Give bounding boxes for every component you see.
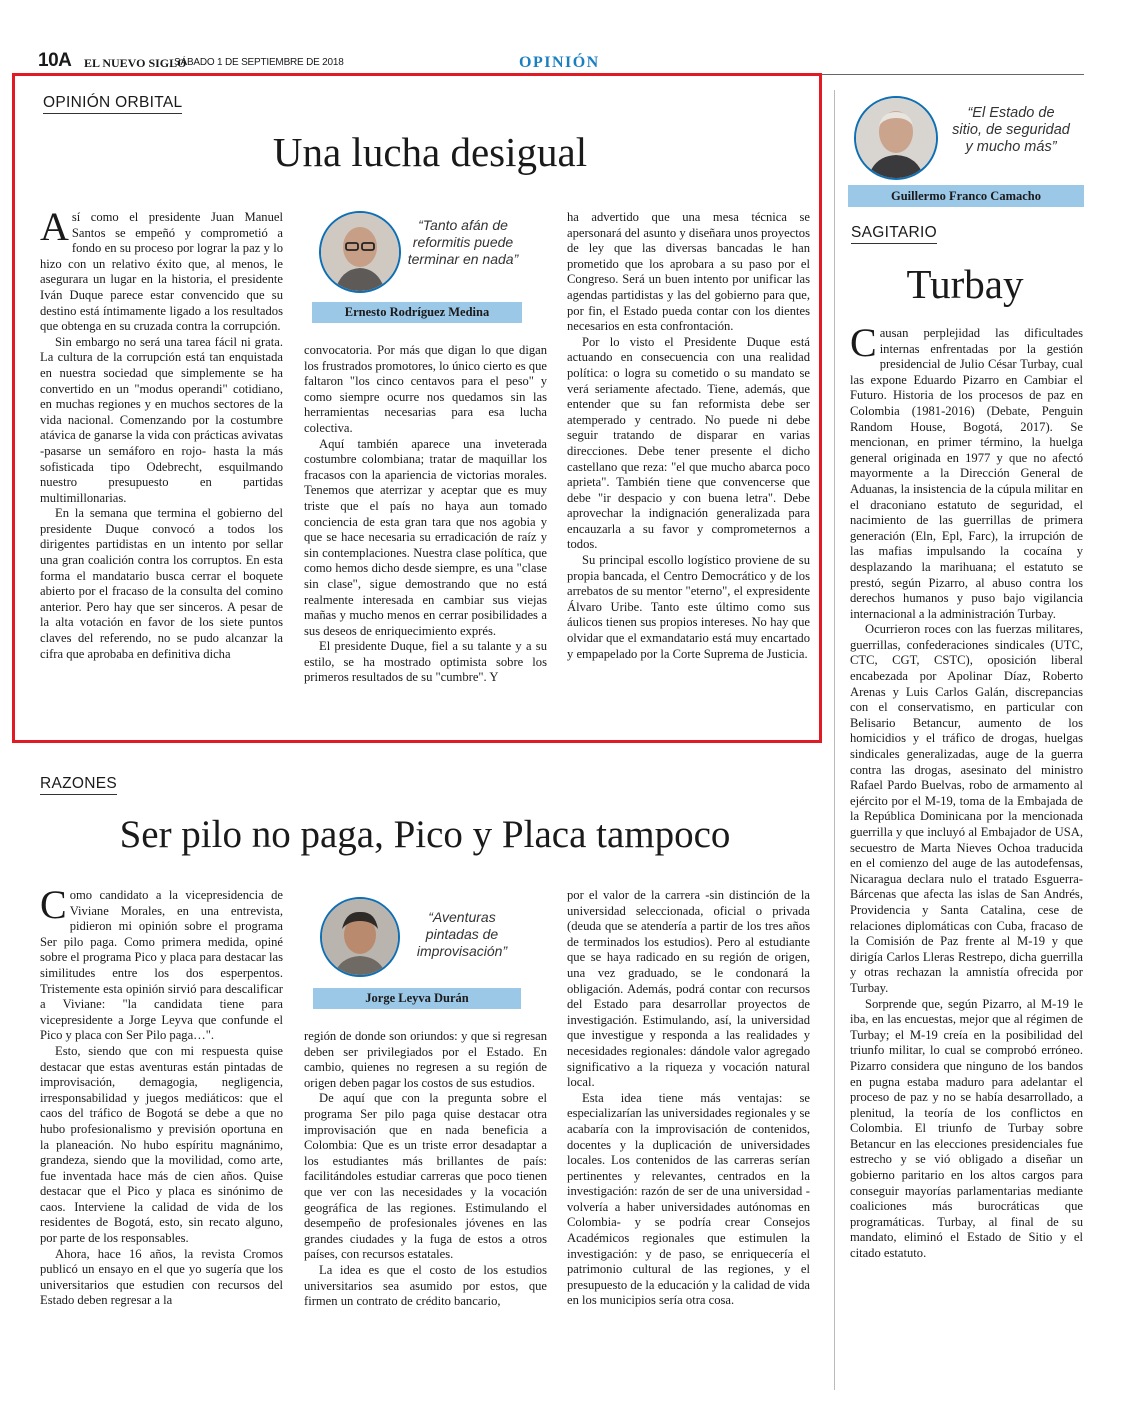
article2-col1 [40, 888, 283, 1348]
author-photo [320, 897, 400, 977]
portrait-icon [321, 213, 399, 291]
article3-author: Guillermo Franco Camacho [848, 185, 1084, 207]
article1-col2 [304, 343, 547, 723]
article2-col2 [304, 1029, 547, 1349]
article2-author: Jorge Leyva Durán [313, 988, 521, 1009]
article3-quote-box [848, 93, 1084, 209]
newspaper-name: EL NUEVO SIGLO [84, 56, 187, 70]
article2-quote: “Aventuras pintadas de improvisación” [416, 909, 508, 959]
article1-kicker: OPINIÓN ORBITAL [43, 94, 182, 114]
article3-title: Turbay [906, 261, 1024, 307]
paragraph: ha advertido que una mesa técnica se apersonará del asunto y diseñara unos proyectos de ley que las diversas bancadas le han prometido que los aprobara a su paso por el Congreso. Será un buen intento por unificar las agendas partidistas y las del gobierno para que, por fin, el Estado pueda contar con los dientes necesarios en esta confrontación. [567, 210, 810, 334]
paragraph: Sorprende que, según Pizarro, al M-19 le iba, en las encuestas, mejor que al régimen de Turbay; el M-19 creía en la posibilidad del triunfo militar, lo cual se comprobó erróneo. Pizarro considera que ninguno de los bandos en pugna estaba maduro para adelantar el proceso de paz y no se había desarrollado, a plenitud, la teoría de los conflictos en Colombia. El triunfo de Turbay sobre Betancur en las elecciones presidenciales fue estrecho y se vió obligado a diseñar un gobierno paritario en los altos cargos para conseguir mayorías parlamentarias mediante coaliciones más burocráticas que programáticas. Turbay, al final de su mandato, eliminó el Estado de Sitio y el citado estatuto. [850, 996, 1083, 1261]
author-photo [854, 96, 938, 180]
paragraph: por el valor de la carrera -sin distinción de la universidad seleccionada, oficial o privada (deuda que se atendería a partir de los tres años de terminados los estudios). Pero al estudiante que se haya radicado en su región de origen, una vez graduado, se le condonará la obligación. Además, podrá contar con recursos del Estado para desarrollar proyectos de investigación. Estimulando, así, la universidad que investigue y responda a las realidades y necesidades regionales: dándole valor agregado significativo a la riqueza y vocación natural local. [567, 888, 810, 1090]
article1-quote: “Tanto afán de reformitis puede terminar en nada” [407, 217, 519, 267]
article2-col3 [567, 888, 810, 1348]
article2-quote-box [313, 893, 521, 1011]
article1-col3 [567, 210, 810, 720]
paragraph: ausan perplejidad las dificultades internas enfrentadas por la gestión presidencial de Julio César Turbay, cual las expone Eduardo Pizarro en Cambiar el Futuro. Historia de los procesos de paz en Colombia (1981-2016) (Debate, Penguin Random House, Bogotá, 2017). Se mencionan, en primer término, la huelga general originada en 1977 y que no afectó mayormente a la Dirección General de Aduanas, la insistencia de la cúpula militar en el draconiano estatuto de seguridad, el nacimiento de las guerrillas de primera generación (Eln, Epl, Farc), la irrupción de las mafias impulsando la cocaína y desplazando la marihuana; el estatuto se prestó, según Pizarro, al abuso contra los derechos humanos y puso bajo vigilancia internacional a la administración Turbay. [850, 326, 1083, 621]
article2-dropcap: C [40, 888, 67, 927]
paragraph: Esta idea tiene más ventajas: se especializarían las universidades regionales y se acabaría con la improvisación de contenidos, docentes y la duplicación de universidades locales. Los contenidos de las carreras serían pertinentes y relevantes, centrados en la investigación: razón de ser de una universidad -volvería a haber universidades autónomas en Colombia- y se podría crear Consejos Académicos regionales que estimulen la investigación: y de paso, se enriquecería el patrimonio cultural de las regiones, y el presupuesto de la educación y la calidad de vida en los municipios sería otra cosa. [567, 1090, 810, 1308]
article1-dropcap: A [40, 210, 69, 249]
article1-quote-box [312, 207, 522, 325]
paragraph: Ocurrieron roces con las fuerzas militares, guerrillas, confederaciones sindicales (UTC, CTC, CGT, CSTC), oposición liberal encabezada por Apolinar Díaz, Roberto Arenas y Luis Carlos Galán, discrepancias con el conservatismo, en particular con Belisario Betancur, aumento de los homicidios y el tráfico de drogas, huelgas sindicales generalizadas, auge de la guerra contra las drogas, asesinato del ministro Rafael Pardo Buelvas, robo de armamento al ejército por el M-19, toma de la Embajada de la República Dominicana por la mencionada guerrilla y que incluyó al Embajador de USA, secuestro de Marta Nieves Ochoa traducida en el comienzo del auge de las autodefensas, Nicaragua declara nulo el tratado Esguerra-Bárcenas que afecta las islas de San Andrés, Providencia y Santa Catalina, cese de relaciones diplomáticas con Cuba, fracaso de la Comisión de Paz frente al M-19 y que dirigía Carlos Lleras Restrepo, dicha guerrilla y otras rechazan la amnistía ofrecida por Turbay. [850, 622, 1083, 995]
paragraph: Sin embargo no será una tarea fácil ni grata. La cultura de la corrupción está tan enquistada en nuestra sociedad que simplemente se ha convertido en un "modus operandi" cotidiano, en muchas regiones y en muchos sectores de la vida nacional. Comenzando por la costumbre atávica de ganarse la vida con prácticas avivatas -pasarse un semáforo en rojo- hasta la más sofisticada tipo Odebrecht, esquilmando nuestro presupuesto en partidas multimillonarias. [40, 334, 283, 505]
paragraph: Aquí también aparece una inveterada costumbre colombiana; tratar de maquillar los fracasos con la apariencia de victorias morales. Tenemos que aterrizar y aceptar que es muy triste que el país no haya aun tomado conciencia de esta gran tara que nos agobia y que se hace necesaria su erradicación de raíz y sin contemplaciones. Nuestra clase política, que como hemos dicho desde siempre, es una "clase sin clase", sigue demostrando que no está realmente interesada en cambiar sus viejas mañas y mucho menos en cerrar posibilidades a sus deseos de enriquecimiento exprés. [304, 436, 547, 638]
article3-col1 [850, 326, 1083, 1356]
article2-title: Ser pilo no paga, Pico y Placa tampoco [119, 813, 731, 856]
paragraph: Por lo visto el Presidente Duque está actuando en consecuencia con una realidad política: o logra su cometido o su mandato se verá seriamente afectado. Tiene, además, que entender que su fan reformista debe ser atemperado y centrado. No puede ni debe seguir tratando de disparar en varias direcciones. Debe tener presente el dicho castellano que reza: "el que mucho abarca poco aprieta". También tiene que convencerse que debe "ir despacio y con buena letra". Debe aprovechar la indignación generalizada para encauzarla a su favor y comprometernos a todos. [567, 334, 810, 552]
author-photo [319, 211, 401, 293]
portrait-icon [856, 98, 936, 178]
column-separator [834, 90, 835, 1390]
paragraph: El presidente Duque, fiel a su talante y a su estilo, se ha mostrado optimista sobre los primeros resultados de su "cumbre". Y [304, 639, 547, 685]
paragraph: convocatoria. Por más que digan lo que digan los frustrados promotores, lo único cierto es que faltaron "los cinco centavos para el peso" y como siempre ocurre nos quedamos sin las herramientas necesarias para esa lucha colectiva. [304, 343, 547, 435]
page-number: 10A [38, 50, 72, 71]
issue-date: SÁBADO 1 DE SEPTIEMBRE DE 2018 [174, 57, 344, 68]
paragraph: sí como el presidente Juan Manuel Santos se empeñó y comprometió a fondo en su proceso por lograr la paz y lo hizo con un relativo éxito que, al menos, le asegurara un lugar en la historia, el presidente Iván Duque parece estar convencido que su destino está íntimamente ligado a los resultados que obtenga en su cruzada contra la corrupción. [40, 210, 283, 334]
article1-col1 [40, 210, 283, 720]
paragraph: De aquí que con la pregunta sobre el programa Ser pilo paga quise destacar otra improvisación que en nada beneficia a Colombia: Que es un triste error desadaptar a los estudiantes más brillantes de país: facilitándoles estudiar carreras que poco tienen que ver con las necesidades y la vocación geográfica de las regiones. Estimulando el desempeño de profesionales jóvenes en las grandes ciudades y la fuga de estos a otros países, con recursos estatales. [304, 1091, 547, 1262]
portrait-icon [322, 899, 398, 975]
article2-kicker: RAZONES [40, 775, 117, 795]
paragraph: omo candidato a la vicepresidencia de Viviane Morales, en una entrevista, pidieron mi opinión sobre el programa Ser pilo paga. Como primera medida, opiné sobre el programa Pico y placa para destacar las similitudes entre los dos esperpentos. Tristemente esta opinión sirvió para descalificar a Viviane: "la candidata tiene para vicepresidente a Jorge Leyva que confunde el Pico y placa con Ser Pilo paga…". [40, 888, 283, 1043]
article1-title: Una lucha desigual [272, 129, 588, 175]
article3-dropcap: C [850, 326, 877, 365]
article3-quote: “El Estado de sitio, de seguridad y mucho más” [952, 105, 1070, 155]
section-title: OPINIÓN [519, 54, 600, 71]
paragraph: En la semana que termina el gobierno del presidente Duque convocó a todos los dirigentes partidistas en un intento por sellar una gran coalición contra los corruptos. En esta forma el mandatario busca cerrar el boquete abierto por el fracaso de la consulta del comino anterior. Pero hay que ser sinceros. A pesar de la alta votación en favor de los siete puntos claves del referendo, no se pudo alcanzar la cifra que aprobaba en definitiva dicha [40, 506, 283, 661]
article1-author: Ernesto Rodríguez Medina [312, 302, 522, 323]
paragraph: Ahora, hace 16 años, la revista Cromos publicó un ensayo en el que yo sugería que los universitarios que estudien con recursos del Estado deben regresar a la [40, 1246, 283, 1308]
paragraph: región de donde son oriundos: y que si regresan deben ser privilegiados por el Estado. En cambio, quienes no regresen a su región de origen deben pagar los costos de sus estudios. [304, 1029, 547, 1090]
paragraph: Su principal escollo logístico proviene de su propia bancada, el Centro Democrático y de los arrebatos de su mentor "eterno", el expresidente Álvaro Uribe. Tanto este último como sus áulicos tienen sus propios intereses. No hay que olvidar que el exmandatario está muy encartado y empapelado por la Corte Suprema de Justicia. [567, 553, 810, 661]
paragraph: La idea es que el costo de los estudios universitarios sea asumido por estos, que firmen un contrato de crédito bancario, [304, 1262, 547, 1309]
paragraph: Esto, siendo que con mi respuesta quise destacar que estas aventuras están pintadas de improvisación, demagogia, negligencia, irresponsabilidad y juegos mediáticos: que el caos del tráfico de Bogotá se debe a que no hubo profesionalismo y previsión oportuna en la planeación. No hubo espíritu magnánimo, grandeza, siendo que la movilidad, como arte, fue inventada hace más de cien años. Quise destacar que el Pico y placa es sinónimo de caos. Interviene la calidad de vida de los residentes de Bogotá, esto, sin recato alguno, por parte de los responsables. [40, 1043, 283, 1246]
article3-kicker: SAGITARIO [851, 224, 937, 244]
